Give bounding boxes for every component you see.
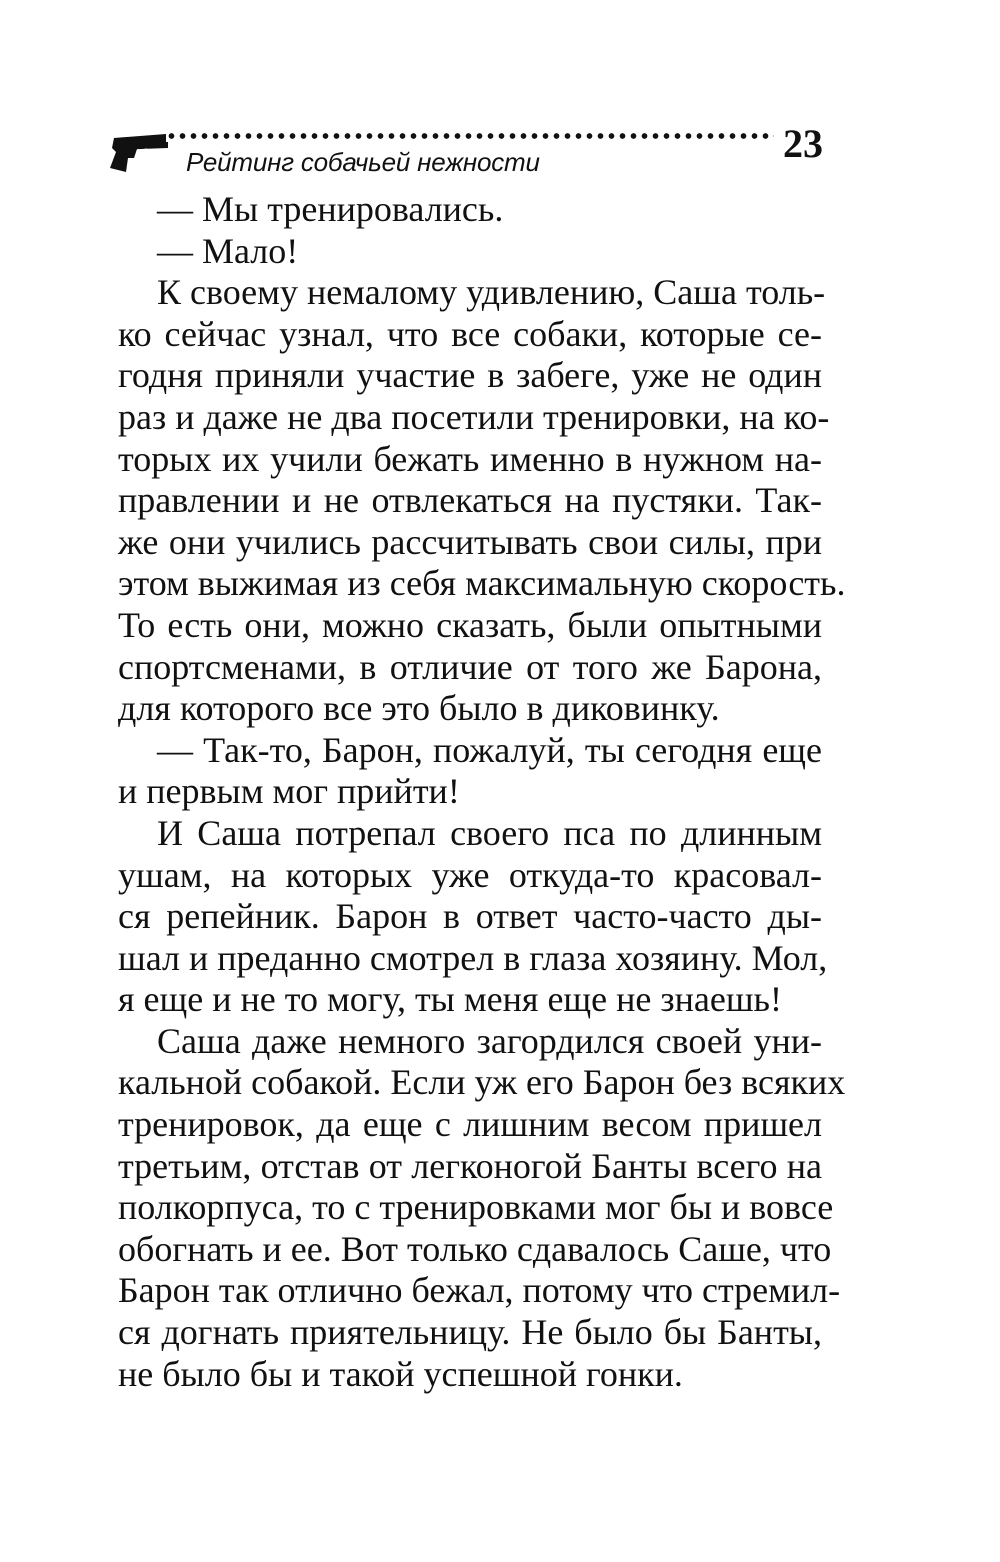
text-line: спортсменами, в отличие от того же Барона, xyxy=(118,646,822,687)
text-line: кальной собакой. Если уж его Барон без всяких xyxy=(118,1062,846,1103)
text-line: Саша даже немного загордился своей уни- xyxy=(157,1020,822,1061)
text-line: То есть они, можно сказать, были опытными xyxy=(118,604,822,645)
text-line: для которого все это было в диковинку. xyxy=(118,688,720,729)
text-line: ся догнать приятельницу. Не было бы Банты, xyxy=(118,1312,822,1353)
text-line: К своему немалому удивлению, Саша толь- xyxy=(157,272,826,313)
text-line: и первым мог прийти! xyxy=(118,771,460,812)
dotted-rule xyxy=(166,132,774,140)
text-line: этом выжимая из себя максимальную скорость. xyxy=(118,563,846,604)
text-line: не было бы и такой успешной гонки. xyxy=(118,1353,683,1394)
page-number: 23 xyxy=(783,121,823,166)
text-line: я еще и не то могу, ты меня еще не знаешь! xyxy=(118,979,782,1020)
text-line: — Мало! xyxy=(157,230,299,271)
text-line: шал и преданно смотрел в глаза хозяину. Мол, xyxy=(118,937,828,978)
text-line: тренировок, да еще с лишним весом пришел xyxy=(118,1104,822,1145)
running-title: Рейтинг собачьей нежности xyxy=(186,147,540,177)
text-line: ушам, на которых уже откуда-то красовал- xyxy=(118,854,822,895)
text-line: ся репейник. Барон в ответ часто-часто ды- xyxy=(118,896,822,937)
text-line: годня приняли участие в забеге, уже не один xyxy=(118,355,822,396)
text-line: — Так-то, Барон, пожалуй, ты сегодня еще xyxy=(157,729,822,770)
text-line: же они учились рассчитывать свои силы, при xyxy=(118,521,822,562)
text-line: Барон так отлично бежал, потому что стремил- xyxy=(118,1270,841,1311)
text-line: обогнать и ее. Вот только сдавалось Саше, что xyxy=(118,1228,832,1269)
text-line: И Саша потрепал своего пса по длинным xyxy=(157,812,822,853)
body-text xyxy=(118,189,846,1395)
page-header xyxy=(108,118,828,198)
text-line: раз и даже не два посетили тренировки, на ко- xyxy=(118,396,830,437)
text-line: — Мы тренировались. xyxy=(157,189,504,229)
text-line: ко сейчас узнал, что все собаки, которые се- xyxy=(118,313,822,354)
revolver-icon xyxy=(108,124,174,180)
text-line: третьим, отстав от легконогой Банты всего на xyxy=(118,1145,822,1186)
text-line: полкорпуса, то с тренировками мог бы и вовсе xyxy=(118,1187,834,1228)
text-line: торых их учили бежать именно в нужном на- xyxy=(118,438,822,479)
text-line: правлении и не отвлекаться на пустяки. Так- xyxy=(118,480,822,521)
